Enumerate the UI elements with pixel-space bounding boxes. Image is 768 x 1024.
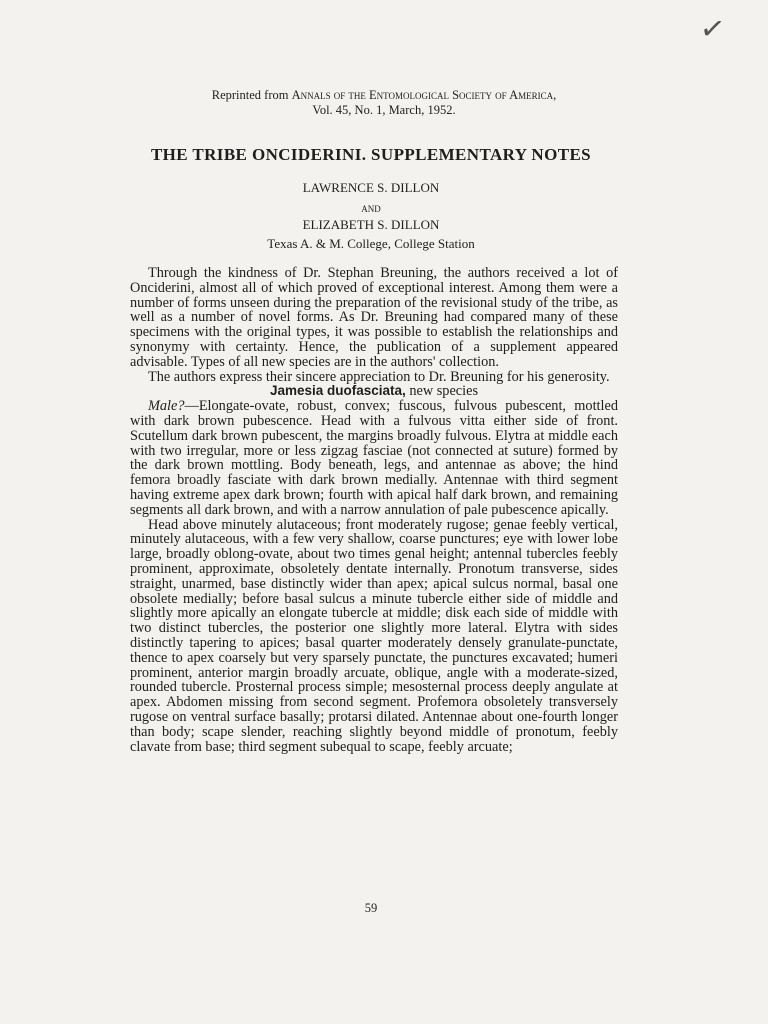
volume-line: Vol. 45, No. 1, March, 1952. [312, 103, 456, 117]
author-conjunction: AND [361, 204, 381, 214]
species-status: new species [405, 383, 479, 400]
journal-name: Annals of the Entomological Society of America, [291, 88, 557, 102]
species-heading [130, 384, 618, 399]
reprint-line [0, 88, 768, 103]
intro-paragraph-1: Through the kindness of Dr. Stephan Breuning, the authors received a lot of Onciderini, almost all of which proved of exceptional interest. Among them were a number of forms unseen during the preparation of the revisional study of the tribe, as well as a number of novel forms. As Dr. Breuning had compared many of these specimens with the original types, it was possible to establish the relationships and synonymy with certainty. Hence, the publication of a supplement appeared advisable. Types of all new species are in the authors' collection. [130, 265, 618, 370]
sex-label: Male? [148, 398, 185, 415]
article-title: THE TRIBE ONCIDERINI. SUPPLEMENTARY NOTES [150, 145, 592, 164]
page-number: 59 [364, 901, 378, 915]
check-mark: ✓ [697, 10, 728, 49]
author-1: LAWRENCE S. DILLON [302, 180, 440, 195]
species-description-1-text: —Elongate-ovate, robust, convex; fuscous, fulvous pubescent, mottled with dark brown pubescence. Head with a fulvous vitta either side of front. Scutellum dark brown pubescent, the margins broadly fulvous. Elytra at middle each with two irregular, more or less zigzag fasciae (not connected at suture) formed by the dark brown mottling. Body beneath, legs, and antennae as above; the hind femora broadly fasciate with dark brown medially. Antennae with third segment having extreme apex dark brown; fourth with apical half dark brown, and remaining segments all dark brown, and with a narrow annulation of pale pubescence apically. [130, 398, 618, 518]
article-body [130, 266, 618, 754]
author-2: ELIZABETH S. DILLON [302, 217, 440, 232]
species-name: Jamesia duofasciata, [269, 383, 406, 399]
reprint-notice [0, 88, 768, 118]
intro-paragraph-2: The authors express their sincere appreciation to Dr. Breuning for his generosity. [148, 368, 610, 385]
species-description-1 [130, 399, 618, 517]
affiliation: Texas A. & M. College, College Station [267, 236, 475, 251]
reprint-prefix: Reprinted from [211, 88, 292, 102]
species-description-2: Head above minutely alutaceous; front moderately rugose; genae feebly vertical, minutely alutaceous, with a few very shallow, coarse punctures; eye with lower lobe large, broadly oblong-ovate, about two times genal height; antennal tubercles feebly prominent, approximate, obsoletely dentate internally. Pronotum transverse, sides straight, unarmed, base distinctly wider than apex; apical sulcus normal, basal one obsolete medially; before basal sulcus a minute tubercle either side of middle and slightly more apically an elongate tubercle at middle; disk each side of middle with two distinct tubercles, the posterior one slightly more lateral. Elytra with sides distinctly tapering to apices; basal quarter moderately densely granulate-punctate, thence to apex coarsely but very sparsely punctate, the punctures excavated; humeri prominent, anterior margin broadly arcuate, oblique, angle with a moderate-sized, rounded tubercle. Prosternal process simple; mesosternal process deeply angulate at apex. Abdomen missing from second segment. Profemora obsoletely transversely rugose on ventral surface basally; protarsi dilated. Antennae about one-fourth longer than body; scape slender, reaching slightly beyond middle of pronotum, feebly clavate from base; third segment subequal to scape, feebly arcuate; [130, 516, 618, 755]
